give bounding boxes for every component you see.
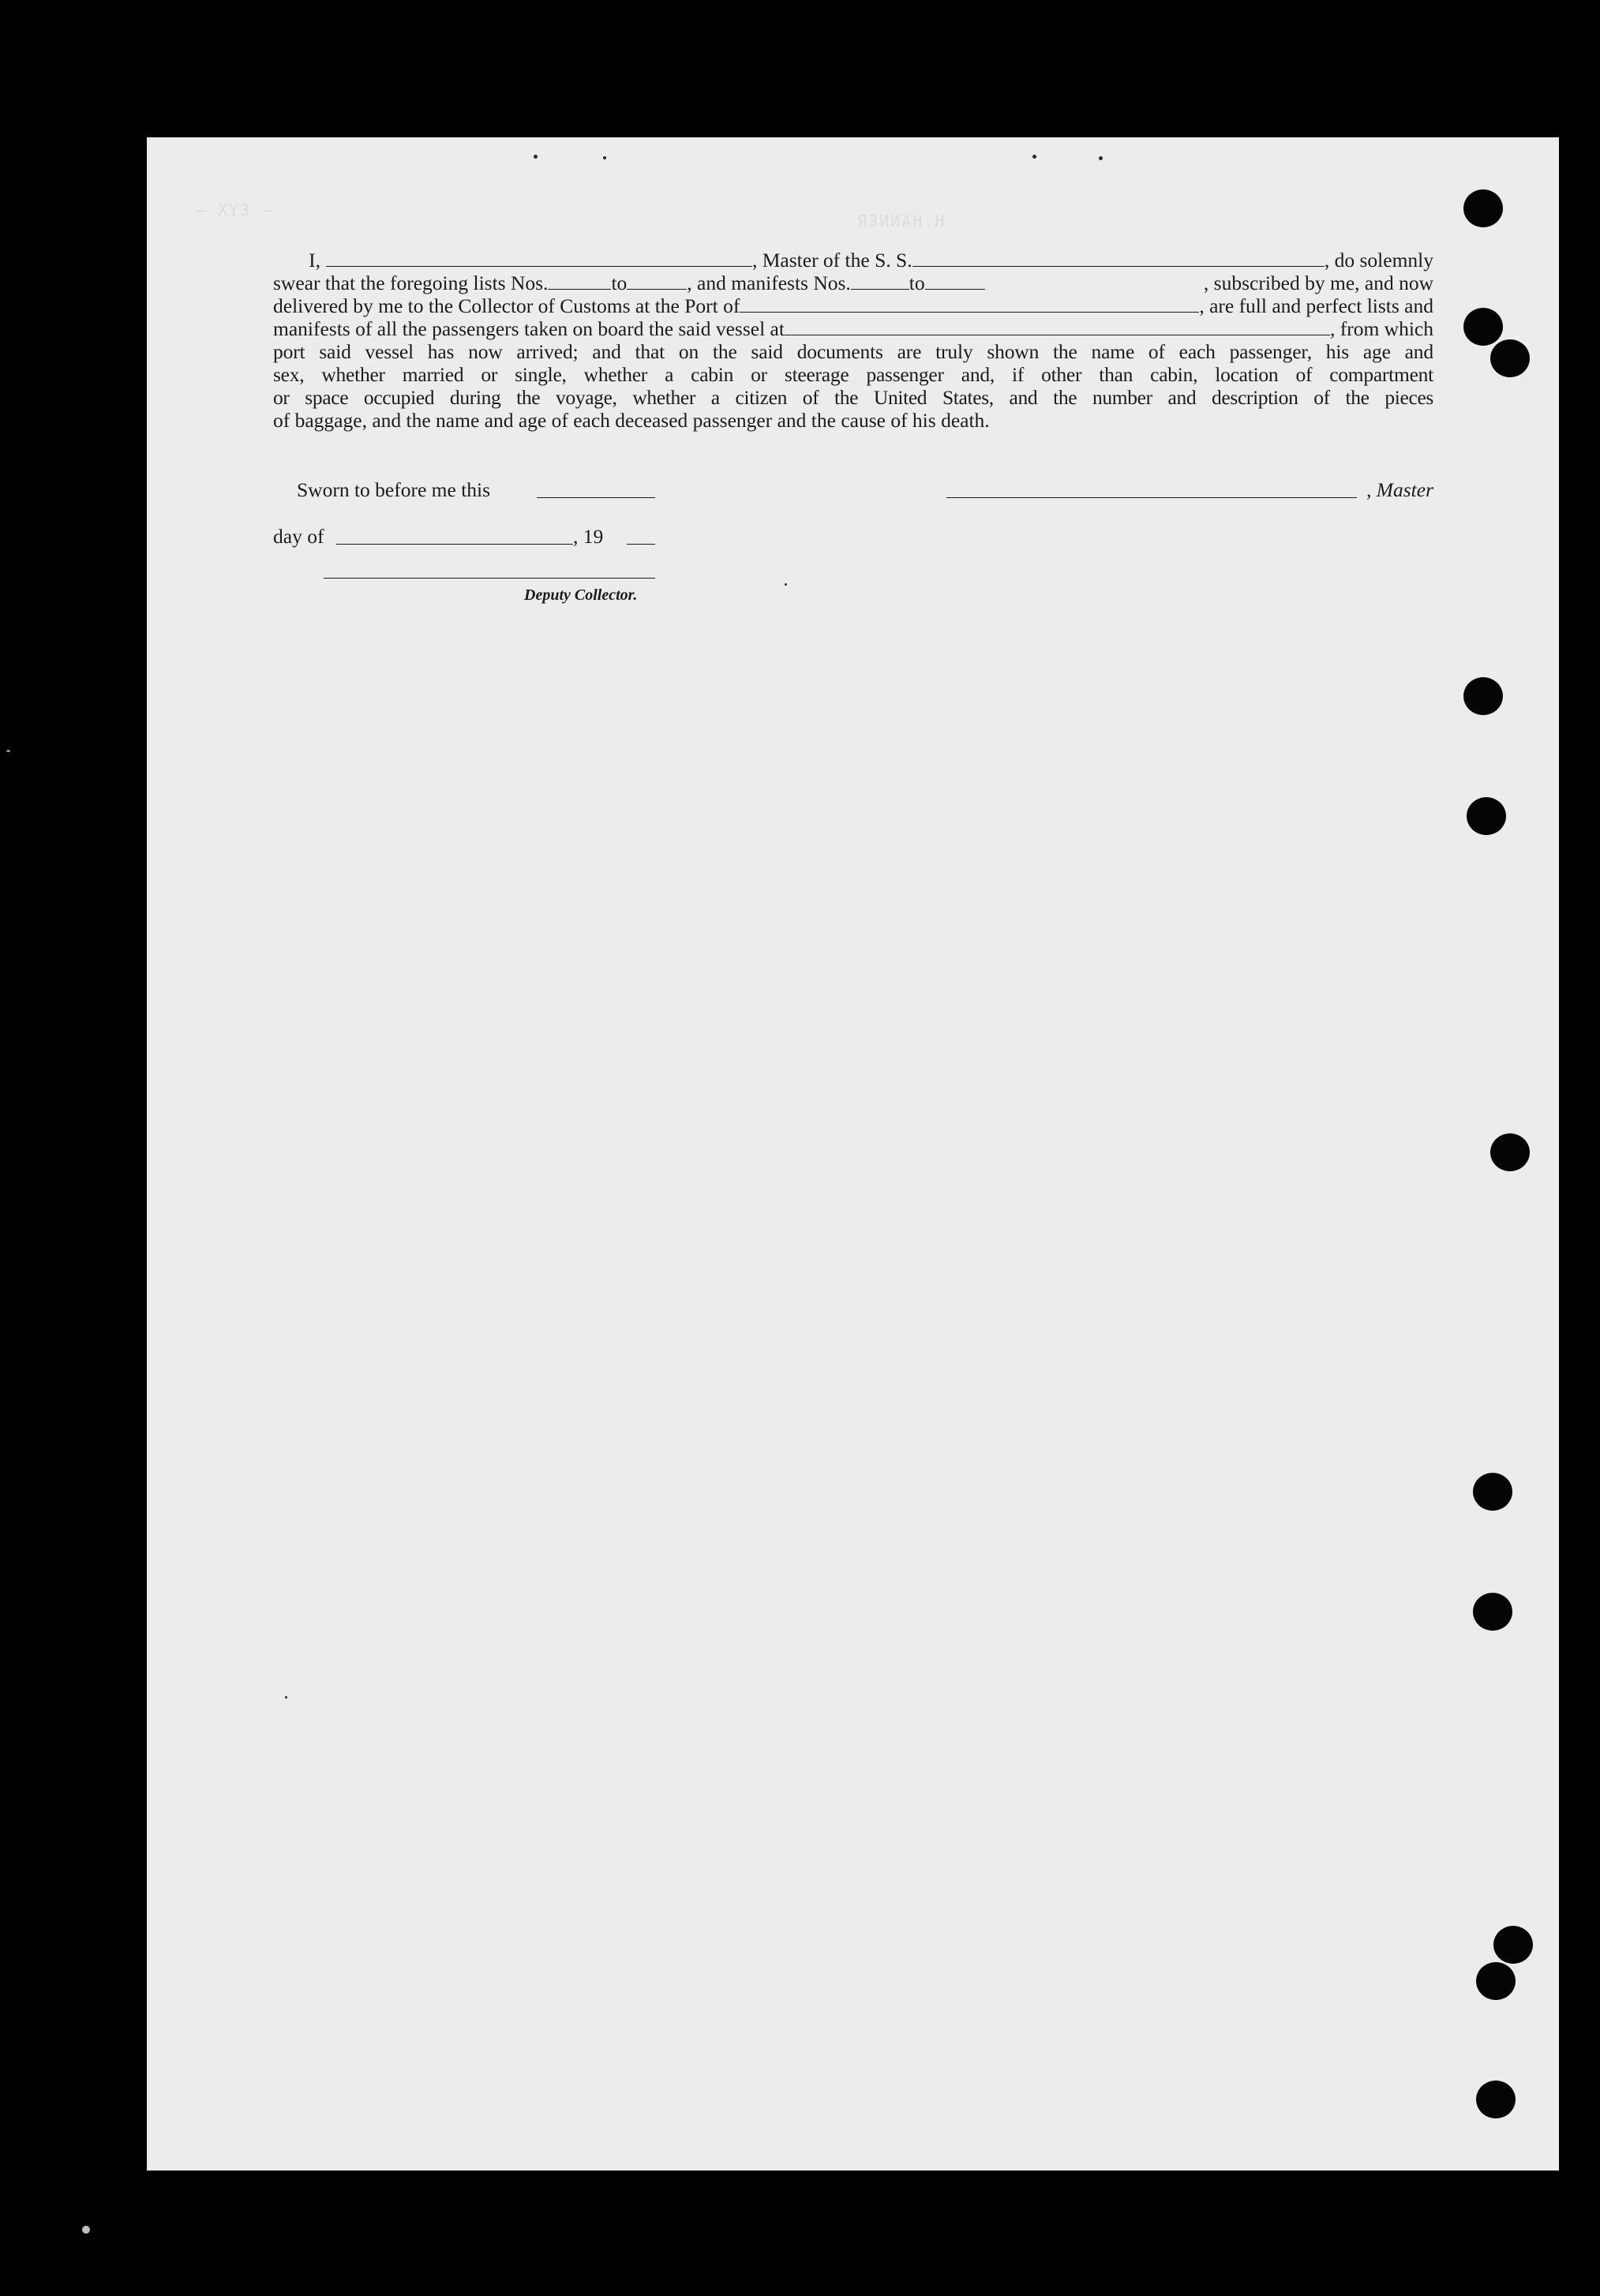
oath-text: sex, whether married or single, whether a cabin or steerage passenger and, if other than cabin, location of compartment — [273, 363, 1433, 386]
oath-text: of baggage, and the name and age of each deceased passenger and the cause of his death. — [273, 409, 990, 432]
oath-text: or space occupied during the voyage, whether a citizen of the United States, and the number and description of the pieces — [273, 386, 1433, 409]
lists-to-blank[interactable] — [627, 273, 687, 290]
oath-line — [273, 340, 1433, 363]
oath-text: to — [909, 272, 925, 294]
oath-line — [273, 317, 1433, 340]
year-label: , 19 — [573, 525, 604, 548]
oath-text: I, — [309, 249, 320, 272]
oath-text: manifests of all the passengers taken on board the said vessel at — [273, 317, 785, 340]
punch-hole — [1473, 1593, 1512, 1631]
form-sheet — [147, 137, 1559, 2171]
speck — [82, 2226, 90, 2234]
punch-hole — [1490, 339, 1530, 377]
year-blank[interactable] — [627, 528, 655, 545]
oath-text: , subscribed by me, and now — [1203, 272, 1433, 294]
manifests-from-blank[interactable] — [851, 273, 909, 290]
speck — [534, 155, 538, 159]
punch-hole — [1467, 797, 1506, 835]
speck — [785, 583, 787, 586]
master-signature-blank[interactable] — [946, 481, 1357, 498]
oath-line — [273, 363, 1433, 386]
month-blank[interactable] — [336, 528, 573, 545]
sworn-row — [273, 478, 1433, 502]
departure-port-blank[interactable] — [785, 319, 1330, 335]
punch-hole — [1463, 677, 1503, 715]
oath-text: port said vessel has now arrived; and that on the said documents are truly shown the name of each passenger, his age and — [273, 340, 1433, 363]
bleed-through-mark: – XY3 – — [196, 200, 274, 219]
oath-text: swear that the foregoing lists Nos. — [273, 272, 549, 294]
oath-text: delivered by me to the Collector of Customs at the Port of — [273, 294, 740, 317]
punch-hole — [1473, 1473, 1512, 1511]
punch-hole — [1493, 1926, 1533, 1964]
lists-from-blank[interactable] — [548, 273, 611, 290]
ship-name-blank[interactable] — [912, 250, 1325, 267]
punch-hole — [1476, 1962, 1516, 2000]
oath-text: , from which — [1329, 317, 1433, 340]
punch-hole — [1463, 308, 1503, 346]
master-label: , Master — [1366, 478, 1433, 501]
speck — [1099, 156, 1103, 160]
sworn-date-blank[interactable] — [537, 481, 655, 498]
day-label: day of — [273, 525, 324, 548]
punch-hole — [1463, 189, 1503, 227]
punch-hole — [1490, 1133, 1530, 1171]
oath-form — [273, 249, 1433, 604]
deputy-signature-blank[interactable] — [324, 568, 655, 579]
bleed-through-mark: ЯЭИИАН.Н — [857, 212, 946, 230]
oath-line — [273, 272, 1433, 294]
punch-hole — [1476, 2081, 1516, 2118]
deputy-row — [273, 568, 1433, 604]
oath-text: , do solemnly — [1324, 249, 1433, 272]
deputy-label: Deputy Collector. — [524, 586, 638, 604]
oath-paragraph — [273, 249, 1433, 432]
sworn-label: Sworn to before me this — [297, 478, 491, 501]
speck — [603, 156, 606, 159]
speck — [1032, 155, 1036, 159]
master-name-blank[interactable] — [326, 250, 752, 267]
oath-text: , are full and perfect lists and — [1199, 294, 1433, 317]
oath-line — [273, 249, 1433, 272]
oath-line — [273, 409, 1433, 432]
manifests-to-blank[interactable] — [925, 273, 985, 290]
oath-line — [273, 386, 1433, 409]
oath-text: , and manifests Nos. — [687, 272, 851, 294]
oath-line — [273, 294, 1433, 317]
oath-text: , Master of the S. S. — [752, 249, 912, 272]
port-blank[interactable] — [740, 296, 1199, 313]
oath-text: to — [611, 272, 628, 294]
speck — [6, 750, 10, 752]
day-row — [273, 525, 1433, 549]
speck — [285, 1696, 287, 1699]
